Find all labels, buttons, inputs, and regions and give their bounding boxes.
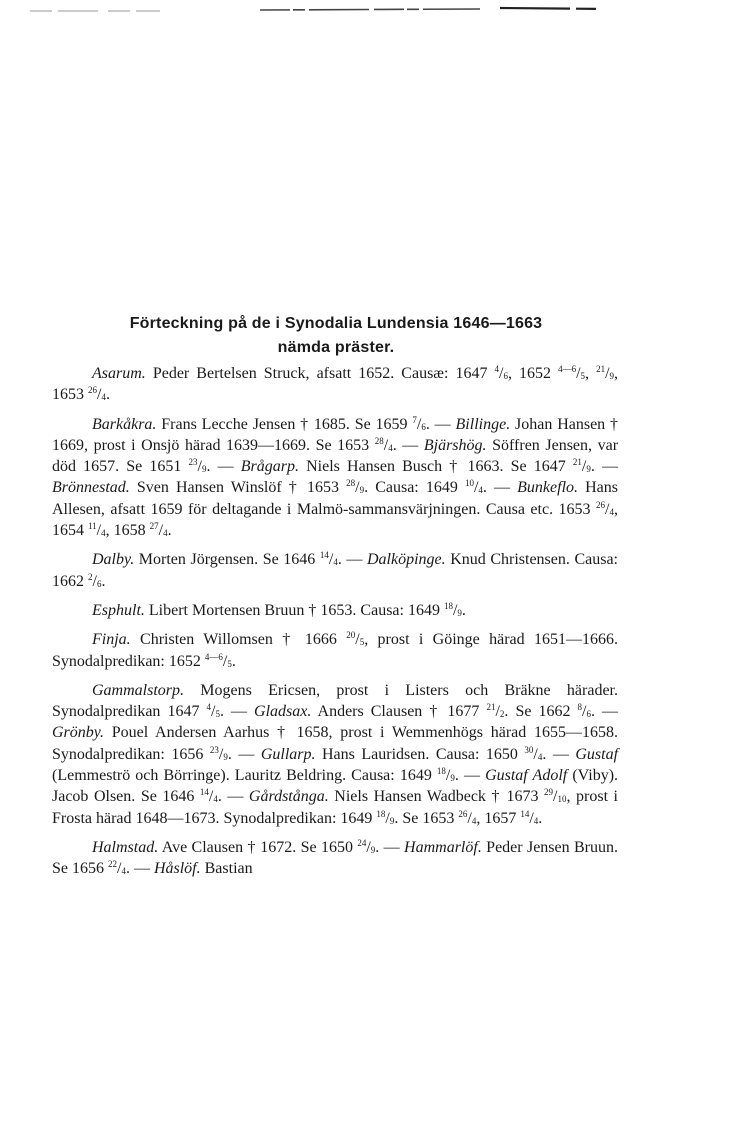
entry-text: Sven Hansen Winslöf † 1653: [129, 479, 347, 497]
date-fraction: $^{26}/_4$: [596, 499, 614, 518]
entry-text: . —: [217, 788, 249, 806]
entry-paragraph: [52, 414, 618, 542]
entry-text: . —: [425, 415, 456, 433]
entry-text: . Se 1662: [504, 703, 578, 721]
entry-text: . —: [219, 703, 255, 721]
fraction-day: 4—6: [204, 651, 223, 662]
place-name: Dalby.: [92, 551, 135, 569]
date-fraction: $^4/_5$: [206, 702, 220, 721]
entry-text: , prost i Göinge härad 1651—1666. Synodalpredikan: 1652: [52, 631, 619, 670]
entry-text: Niels Hansen Busch † 1663. Se 1647: [298, 458, 573, 476]
fraction-day: 11: [88, 521, 97, 532]
entry-text: . —: [454, 767, 486, 785]
place-name: Gustaf Adolf: [485, 767, 568, 785]
entries-list: [52, 363, 618, 888]
page-heading: [52, 312, 620, 360]
fraction-month: 4: [471, 815, 477, 826]
place-name: Håslöf.: [153, 860, 201, 878]
fraction-day: 14: [319, 550, 329, 561]
fraction-day: 29: [544, 787, 554, 798]
date-fraction: $^{22}/_4$: [108, 859, 126, 878]
fraction-month: 5: [215, 709, 220, 720]
fraction-day: 2: [88, 571, 93, 582]
entry-text: .: [101, 572, 106, 590]
entry-text: . —: [125, 860, 154, 878]
entry-text: .: [461, 601, 466, 619]
date-fraction: $^{18}/_9$: [376, 808, 395, 827]
entry-text: . —: [590, 458, 619, 476]
date-fraction: $^{10}/_4$: [464, 478, 483, 497]
place-name: Bjärshög.: [423, 436, 487, 454]
date-fraction: $^{21}/_9$: [572, 457, 591, 476]
entry-text: Mogens Ericsen, prost i Listers och Bräkne härader. Synodalpredikan 1647: [52, 681, 618, 721]
entry-paragraph: [52, 549, 618, 592]
place-name: Halmstad.: [92, 838, 159, 856]
entry-text: , 1652: [507, 365, 559, 382]
fraction-day: 14: [520, 808, 530, 819]
fraction-month: 4: [121, 866, 126, 877]
entry-paragraph: [52, 680, 618, 829]
fraction-day: 18: [436, 766, 446, 777]
entry-text: Anders Clausen † 1677: [311, 703, 487, 721]
entry-text: Hans Lauridsen. Causa: 1650: [315, 745, 525, 763]
date-fraction: $^{26}/_4$: [88, 385, 106, 404]
entry-text: .: [231, 652, 236, 670]
place-name: Gustaf: [575, 745, 619, 763]
entry-text: . —: [542, 745, 576, 763]
fraction-month: 9: [389, 815, 395, 826]
date-fraction: $^{27}/_4$: [149, 521, 168, 540]
fraction-day: 26: [596, 499, 606, 510]
fraction-day: 18: [443, 600, 453, 611]
date-fraction: $^{20}/_5$: [346, 630, 365, 649]
fraction-day: 22: [108, 859, 117, 870]
entry-paragraph: [52, 600, 618, 621]
fraction-month: 4: [213, 794, 218, 805]
place-name: Asarum.: [92, 365, 146, 382]
fraction-month: 6: [96, 578, 102, 589]
entry-text: (Viby). Jacob Olsen. Se 1646: [52, 767, 619, 806]
fraction-day: 28: [346, 478, 356, 489]
fraction-day: 14: [199, 787, 209, 798]
fraction-day: 21: [572, 457, 582, 468]
fraction-day: 7: [412, 414, 417, 425]
entry-text: Christen Willomsen † 1666: [130, 631, 347, 649]
fraction-month: 4: [333, 557, 338, 568]
date-fraction: $^4/_6$: [494, 364, 508, 382]
fraction-month: 9: [370, 844, 376, 855]
date-fraction: $^{21}/_9$: [596, 364, 615, 382]
entry-text: Peder Bertelsen Struck, afsatt 1652. Causæ: 1647: [145, 365, 495, 382]
entry-text: Frans Lecche Jensen † 1685. Se 1659: [156, 415, 413, 433]
date-fraction: $^{26}/_4$: [458, 808, 477, 827]
entry-text: . —: [375, 838, 405, 856]
fraction-month: 5: [359, 637, 365, 648]
entry-text: Johan Hansen † 1669, prost i Onsjö härad 1639—1669. Se 1653: [52, 415, 619, 454]
entry-text: Morten Jörgensen. Se 1646: [134, 551, 320, 569]
fraction-month: 4: [609, 506, 614, 517]
entry-text: Niels Hansen Wadbeck † 1673: [328, 788, 545, 806]
fraction-month: 4: [101, 392, 106, 403]
date-fraction: $^{30}/_4$: [524, 744, 543, 763]
place-name: Gårdstånga.: [248, 788, 329, 806]
fraction-day: 4: [494, 364, 500, 374]
place-name: Esphult.: [92, 601, 145, 619]
fraction-day: 10: [464, 478, 474, 489]
fraction-month: 2: [499, 709, 505, 720]
entry-text: Pouel Andersen Aarhus † 1658, prost i Wemmenhögs härad 1655—1658. Synodalpredikan: 1656: [52, 724, 618, 763]
entry-text: .: [105, 386, 110, 404]
entry-text: , 1657: [476, 809, 521, 827]
date-fraction: $^2/_6$: [88, 571, 102, 590]
fraction-day: 18: [376, 808, 386, 819]
date-fraction: $^{18}/_9$: [436, 766, 455, 785]
fraction-month: 6: [421, 421, 426, 432]
fraction-day: 24: [357, 837, 367, 848]
entry-paragraph: [52, 837, 618, 880]
fraction-month: 4: [101, 528, 106, 539]
entry-text: , 1653: [52, 365, 619, 404]
date-fraction: $^{29}/_{10}$: [544, 787, 567, 806]
fraction-month: 6: [586, 709, 591, 720]
place-name: Finja.: [92, 631, 131, 649]
fraction-month: 4: [388, 442, 393, 453]
fraction-month: 6: [503, 371, 508, 381]
date-fraction: $^{4—6}/_5$: [204, 651, 232, 670]
heading-line-2: nämda präster.: [277, 339, 395, 356]
heading-line-1: Förteckning på de i Synodalia Lundensia 1646—1663: [129, 315, 543, 332]
fraction-day: 21: [596, 364, 606, 374]
entry-text: . —: [227, 745, 261, 763]
scan-edge-mark: [30, 6, 720, 14]
date-fraction: $^{4—6}/_5$: [558, 364, 586, 382]
fraction-month: 9: [223, 751, 228, 762]
entry-text: Söffren Jensen, var död 1657. Se 1651: [52, 436, 619, 476]
date-fraction: $^{14}/_4$: [199, 787, 218, 806]
fraction-month: 4: [537, 751, 543, 762]
date-fraction: $^{23}/_9$: [209, 744, 228, 763]
fraction-day: 8: [577, 702, 583, 713]
fraction-month: 5: [580, 371, 586, 381]
entry-text: Ave Clausen † 1672. Se 1650: [158, 838, 358, 856]
entry-text: . Causa: 1649: [364, 479, 465, 497]
place-name: Gammalstorp.: [92, 681, 185, 699]
entry-text: Knud Christensen. Causa: 1662: [52, 551, 619, 590]
entry-text: , 1658: [105, 522, 150, 540]
fraction-month: 9: [609, 371, 615, 381]
fraction-day: 4: [206, 702, 211, 713]
fraction-day: 21: [486, 702, 496, 713]
entry-text: . —: [206, 458, 241, 476]
place-name: Gullarp.: [260, 745, 316, 763]
fraction-month: 9: [359, 485, 365, 496]
fraction-day: 4—6: [558, 364, 577, 374]
entry-text: Bastian: [200, 860, 253, 878]
date-fraction: $^{21}/_2$: [486, 702, 505, 721]
fraction-day: 27: [149, 521, 159, 532]
fraction-month: 5: [227, 658, 232, 669]
entry-text: . —: [337, 551, 367, 569]
place-name: Brönnestad.: [52, 479, 130, 497]
fraction-day: 26: [458, 808, 468, 819]
entry-text: .: [167, 522, 172, 540]
place-name: Barkåkra.: [92, 415, 157, 433]
fraction-day: 26: [88, 385, 97, 396]
entry-text: . —: [392, 436, 424, 454]
entry-text: ,: [585, 365, 597, 382]
fraction-month: 10: [557, 794, 567, 805]
fraction-day: 28: [374, 435, 384, 446]
fraction-month: 9: [450, 773, 455, 784]
entry-paragraph: [52, 629, 618, 672]
fraction-day: 20: [346, 630, 356, 641]
entry-text: . —: [591, 703, 619, 721]
place-name: Billinge.: [455, 415, 511, 433]
entry-paragraph: [52, 363, 618, 406]
entry-text: . —: [482, 479, 518, 497]
fraction-month: 4: [533, 815, 539, 826]
date-fraction: $^7/_6$: [412, 414, 426, 433]
fraction-month: 4: [163, 528, 168, 539]
entry-text: (Lemmeströ och Börringe). Lauritz Beldring. Causa: 1649: [52, 767, 437, 785]
place-name: Grönby.: [52, 724, 104, 742]
date-fraction: $^{24}/_9$: [357, 837, 376, 856]
date-fraction: $^{23}/_9$: [188, 457, 207, 476]
fraction-month: 9: [201, 464, 207, 475]
fraction-day: 23: [209, 744, 219, 755]
date-fraction: $^{14}/_4$: [319, 550, 338, 569]
entry-text: Peder Jensen Bruun. Se 1656: [52, 838, 619, 878]
date-fraction: $^8/_6$: [577, 702, 591, 721]
date-fraction: $^{14}/_4$: [520, 808, 539, 827]
date-fraction: $^{18}/_9$: [443, 600, 462, 619]
fraction-month: 4: [478, 485, 483, 496]
place-name: Gladsax.: [254, 703, 312, 721]
place-name: Dalköpinge.: [366, 551, 446, 569]
fraction-day: 30: [524, 744, 534, 755]
date-fraction: $^{11}/_4$: [88, 521, 106, 540]
entry-text: , 1654: [52, 500, 618, 540]
fraction-month: 9: [586, 464, 591, 475]
entry-text: Hans Allesen, afsatt 1659 för deltagande i Malmö-sammansvärjningen. Causa etc. 1653: [52, 479, 619, 518]
entry-text: . Se 1653: [394, 809, 459, 827]
place-name: Brågarp.: [240, 458, 299, 476]
place-name: Hammarlöf.: [404, 838, 482, 856]
fraction-month: 9: [457, 607, 462, 618]
entry-text: , prost i Frosta härad 1648—1673. Synodalpredikan: 1649: [52, 788, 619, 827]
fraction-day: 23: [188, 457, 198, 468]
entry-text: Libert Mortensen Bruun † 1653. Causa: 1649: [144, 601, 444, 619]
date-fraction: $^{28}/_4$: [374, 435, 393, 454]
entry-text: .: [538, 809, 543, 827]
date-fraction: $^{28}/_9$: [346, 478, 365, 497]
place-name: Bunkeflo.: [517, 479, 579, 497]
